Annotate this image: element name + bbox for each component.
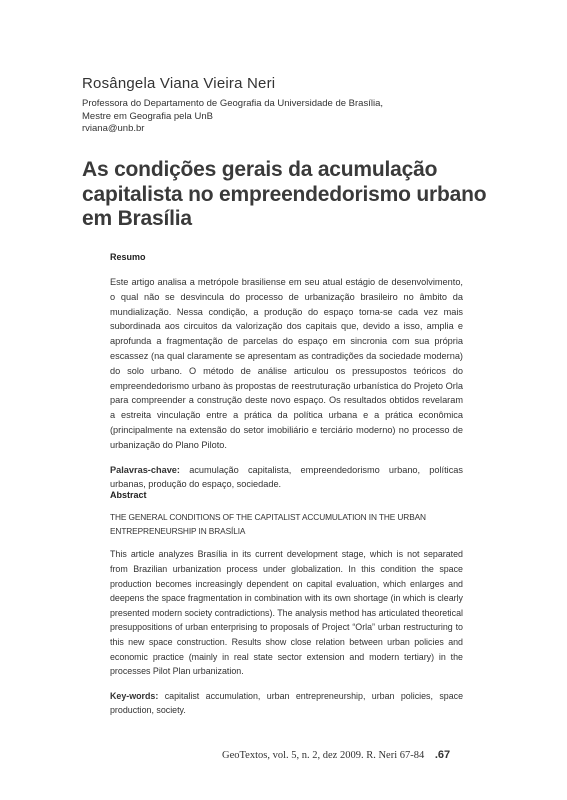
abstract-heading: Abstract — [110, 490, 147, 500]
resumo-heading: Resumo — [110, 252, 146, 262]
author-name: Rosângela Viana Vieira Neri — [82, 75, 276, 92]
abstract-keywords-text: capitalist accumulation, urban entrepreneurship, urban policies, space production, society. — [110, 690, 464, 716]
affiliation-line-1: Professora do Departamento de Geografia da Universidade de Brasília, — [82, 98, 384, 109]
author-email: rviana@unb.br — [82, 123, 145, 134]
resumo-keywords — [110, 463, 463, 493]
abstract-section — [110, 490, 463, 718]
footer-citation: GeoTextos, vol. 5, n. 2, dez 2009. R. Neri 67-84 — [222, 750, 425, 761]
abstract-keywords — [110, 689, 463, 718]
abstract-text: This article analyzes Brasília in its current development stage, which is not separated from Brazilian urbanization process under globalization. In this condition the space production becomes increasingly dependent on capital evaluation, which enlarges and deepens the space fragmentation in combination with its own shortage (in which is clearly presented modern society contradictions). The analysis method has articulated theoretical presuppositions of urban enterprising to proposals of Project “Orla” urban restructuring to this new space construction. Results show close relation between urban policies and economic practice (mainly in real state sector extension and modern tertiary) in the processes Pilot Plan urbanization. — [110, 549, 463, 677]
page-number: .67 — [434, 749, 451, 761]
page-footer — [222, 749, 450, 761]
abstract-english-title: THE GENERAL CONDITIONS OF THE CAPITALIST ACCUMULATION IN THE URBAN ENTREPRENEURSHIP IN BRASÍLIA — [110, 512, 426, 537]
resumo-keywords-text: acumulação capitalista, empreendedorismo urbano, políticas urbanas, produção do espaço, sociedade. — [110, 464, 463, 490]
resumo-text: Este artigo analisa a metrópole brasiliense em seu atual estágio de desenvolvimento, o qual não se desvincula do processo de urbanização brasileiro no âmbito da mundialização. Nessa condição, a produção do espaço torna-se cada vez mais subordinada aos circuitos da valorização dos capitais que, devido a isso, amplia e aprofunda a fragmentação de parcelas do espaço em sincronia com sua própria escassez (na qual claramente se apresentam as contradições da sociedade moderna) do solo urbano. O método de análise articulou os pressupostos teóricos do empreendedorismo urbano às propostas de reestruturação urbanística do Projeto Orla para compreender a construção deste novo espaço. Os resultados obtidos revelaram a estreita vinculação entre a prática da política urbana e a prática econômica (principalmente na extensão do setor imobiliário e terciário moderno) no processo de urbanização do Plano Piloto. — [110, 277, 463, 450]
resumo-keywords-label: Palavras-chave: — [110, 464, 180, 475]
article-title: As condições gerais da acumulação capitalista no empreendedorismo urbano em Brasília — [82, 158, 487, 230]
affiliation-line-2: Mestre em Geografia pela UnB — [82, 110, 213, 122]
abstract-keywords-label: Key-words: — [110, 690, 159, 701]
resumo-section — [110, 252, 463, 492]
author-affiliation — [82, 98, 383, 136]
